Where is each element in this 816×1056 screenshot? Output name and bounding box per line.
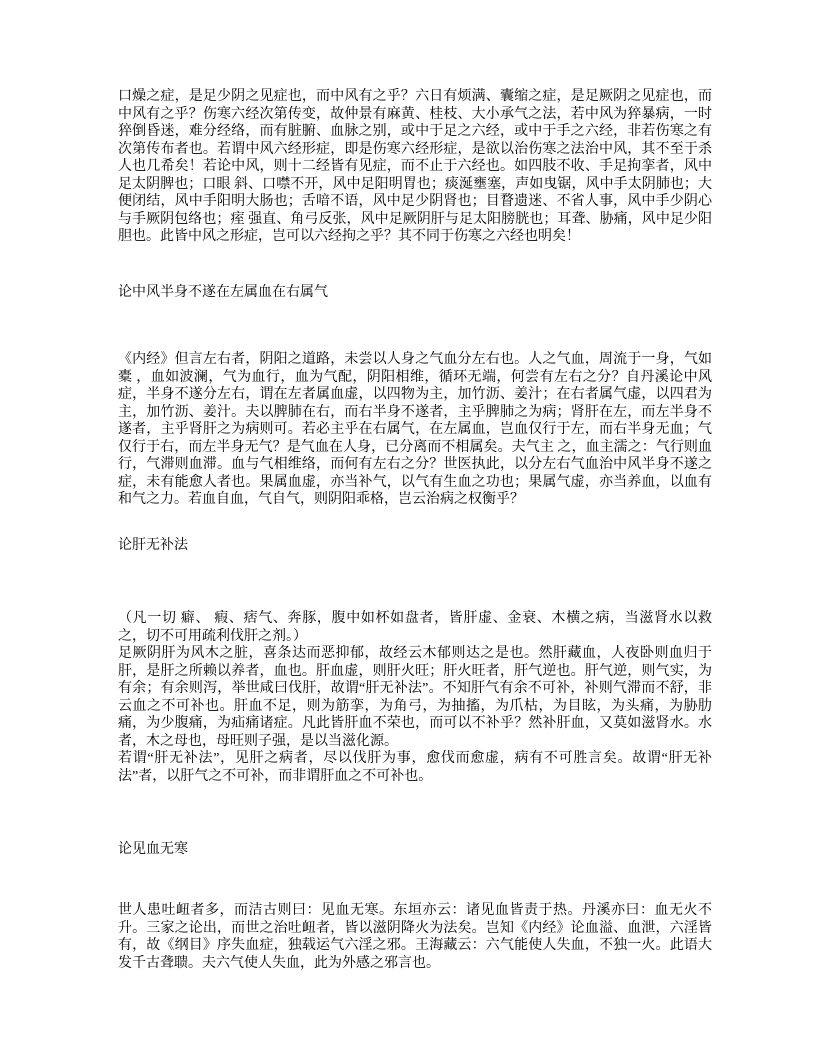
section-banshen xyxy=(118,351,712,509)
section-heading-gan xyxy=(118,537,712,555)
section-heading-xue xyxy=(118,841,712,859)
body-paragraph-gan-body: 足厥阴肝为风木之脏，喜条达而恶抑郁，故经云木郁则达之是也。然肝藏血，人夜卧则血归于肝，是肝之所赖以养者，血也。肝血虚，则肝火旺；肝火旺者，肝气逆也。肝气逆，则气实，为有余；有余则泻，举世咸曰伐肝，故谓“肝无补法”。不知肝气有余不可补，补则气滞而不舒，非云血之不可补也。肝血不足，则为筋挛，为角弓，为抽搐，为爪枯，为目眩，为头痛，为胁肋痛，为少腹痛，为疝痛诸症。凡此皆肝血不荣也，而可以不补乎？然补肝血，又莫如滋肾水。水者，木之母也，母旺则子强，是以当滋化源。 xyxy=(118,646,712,749)
body-paragraph-gan-note: （凡一切 癖、 瘕、痞气、奔豚，腹中如杯如盘者，皆肝虚、金衰、木横之病，当滋肾水以救之，切不可用疏利伐肝之剂。） xyxy=(118,611,712,644)
section-gan xyxy=(118,610,712,785)
body-paragraph-gan-tail: 若谓“肝无补法”，见肝之病者，尽以伐肝为事，愈伐而愈虚，病有不可胜言矣。故谓“肝无补法”者，以肝气之不可补，而非谓肝血之不可补也。 xyxy=(118,751,712,784)
section-zhongfeng-liujing xyxy=(118,88,712,246)
body-paragraph-banshen: 《内经》但言左右者，阴阳之道路，未尝以人身之气血分左右也。人之气血，周流于一身，气如橐 ，血如波澜，气为血行，血为气配，阴阳相维，循环无端，何尝有左右之分？自丹溪论中风症，半身不遂分左右，谓在左者属血虚，以四物为主，加竹沥、姜汁；在右者属气虚，以四君为主，加竹沥、姜汁。夫以脾肺在右，而右半身不遂者，主乎脾肺之为病；肾肝在左，而左半身不遂者，主乎肾肝之为病则可。若必主乎在右属气，在左属血，岂血仅行于左，而右半身无血；气仅行于右，而左半身无气？是气血在人身，已分离而不相属矣。夫气主 之，血主濡之：气行则血行，气滞则血滞。血与气相维络，而何有左右之分？世医执此，以分左右气血治中风半身不遂之症，未有能愈人者也。果属血虚，亦当补气，以气有生血之功也；果属气虚，亦当养血，以血有和气之力。若血自血，气自气，则阴阳乖格，岂云治病之权衡乎？ xyxy=(118,352,712,507)
body-paragraph-zhongfeng-liujing: 口燥之症，是足少阴之见症也，而中风有之乎？六日有烦满、囊缩之症，是足厥阴之见症也，而中风有之乎？伤寒六经次第传变，故仲景有麻黄、桂枝、大小承气之法，若中风为猝暴病，一时猝倒昏迷，难分经络，而有脏腑、血脉之别，或中于足之六经，或中于手之六经，非若伤寒之有次第传布者也。若谓中风六经形症，即是伤寒六经形症，是欲以治伤寒之法治中风，其不至于杀人也几希矣！若论中风，则十二经皆有见症，而不止于六经也。如四肢不收、手足拘挛者，风中足太阴脾也；口眼 斜、口噤不开，风中足阳明胃也；痰涎壅塞，声如曳锯，风中手太阴肺也；大便闭结，风中手阳明大肠也；舌喑不语，风中足少阴肾也；目瞀遗迷、不省人事，风中手少阴心与手厥阴包络也；痓 强直、角弓反张，风中足厥阴肝与足太阳膀胱也；耳聋、胁痛，风中足少阳胆也。此皆中风之形症，岂可以六经拘之乎？其不同于伤寒之六经也明矣！ xyxy=(118,89,712,244)
section-heading-gan-text: 论肝无补法 xyxy=(118,538,188,553)
section-heading-banshen-text: 论中风半身不遂在左属血在右属气 xyxy=(118,285,328,300)
section-heading-banshen xyxy=(118,284,712,302)
section-xue xyxy=(118,902,712,972)
body-paragraph-xue: 世人患吐衄者多，而洁古则曰：见血无寒。东垣亦云：诸见血皆责于热。丹溪亦曰：血无火不升。三家之论出，而世之治吐衄者，皆以滋阴降火为法矣。岂知《内经》论血溢、血泄，六淫皆有，故《纲目》序失血症，独载运气六淫之邪。王海藏云：六气能使人失血，不独一火。此语大发千古聋聩。夫六气使人失血，此为外感之邪言也。 xyxy=(118,903,712,971)
section-heading-xue-text: 论见血无寒 xyxy=(118,842,188,857)
